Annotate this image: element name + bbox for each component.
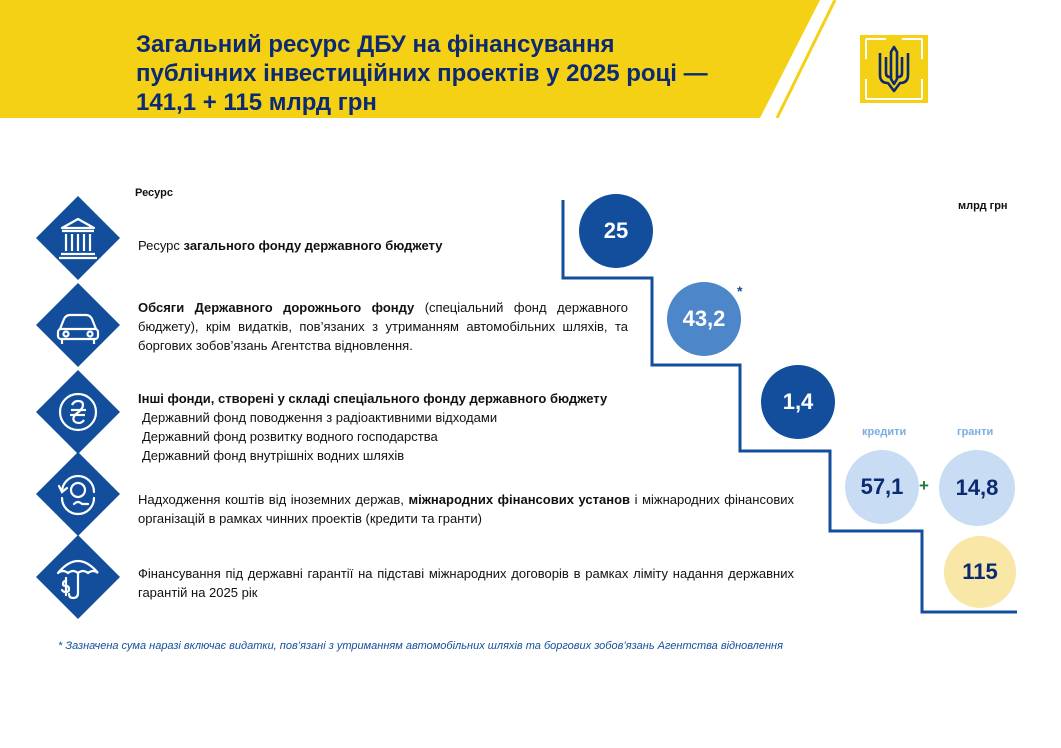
general-fund-bold: загального фонду державного бюджету bbox=[183, 238, 443, 253]
value-other-funds: 1,4 bbox=[761, 365, 835, 439]
foreign-funding-prefix: Надходження коштів від іноземних держав, bbox=[138, 492, 409, 507]
title-line-2: публічних інвестиційних проектів у 2025 році — bbox=[136, 60, 708, 87]
value-general-fund: 25 bbox=[579, 194, 653, 268]
value-grants: 14,8 bbox=[939, 450, 1015, 526]
other-funds-item-waterways: Державний фонд внутрішніх водних шляхів bbox=[142, 448, 405, 463]
credits-label: кредити bbox=[862, 426, 907, 438]
units-label: млрд грн bbox=[958, 200, 1008, 212]
road-fund-bold: Обсяги Державного дорожнього фонду bbox=[138, 300, 415, 315]
foreign-funding-bold: міжнародних фінансових установ bbox=[408, 492, 631, 507]
general-fund-prefix: Ресурс bbox=[138, 238, 184, 253]
value-credits: 57,1 bbox=[845, 450, 919, 524]
road-fund-rest: (спеціальний фонд державного бюджету), крім видатків, пов’язаних з утриманням автомобільних шляхів, та боргових зобов’язань Агентства відновлення. bbox=[138, 300, 628, 353]
value-road-fund: 43,2 bbox=[667, 282, 741, 356]
footnote: * Зазначена сума наразі включає видатки, пов’язані з утриманням автомобільних шляхів та боргових зобов’язань Агентства відновлення bbox=[58, 640, 783, 652]
road-fund-asterisk: * bbox=[737, 283, 743, 299]
resource-column-label: Ресурс bbox=[135, 187, 173, 199]
title-line-1: Загальний ресурс ДБУ на фінансування bbox=[136, 31, 615, 58]
title-line-3: 141,1 + 115 млрд грн bbox=[136, 89, 377, 116]
guarantees-text: Фінансування під державні гарантії на підставі міжнародних договорів в рамках ліміту надання державних гарантій на 2025 рік bbox=[138, 566, 794, 600]
plus-sign: + bbox=[919, 476, 929, 495]
other-funds-bold: Інші фонди, створені у складі спеціального фонду державного бюджету bbox=[138, 391, 608, 406]
foreign-funding-rest: і міжнародних фінансових організацій в рамках чинних проектів (кредити та гранти) bbox=[138, 492, 794, 526]
value-guarantees: 115 bbox=[944, 536, 1016, 608]
grants-label: гранти bbox=[957, 426, 994, 438]
other-funds-item-water: Державний фонд розвитку водного господарства bbox=[142, 429, 438, 444]
other-funds-item-radioactive: Державний фонд поводження з радіоактивними відходами bbox=[142, 410, 498, 425]
